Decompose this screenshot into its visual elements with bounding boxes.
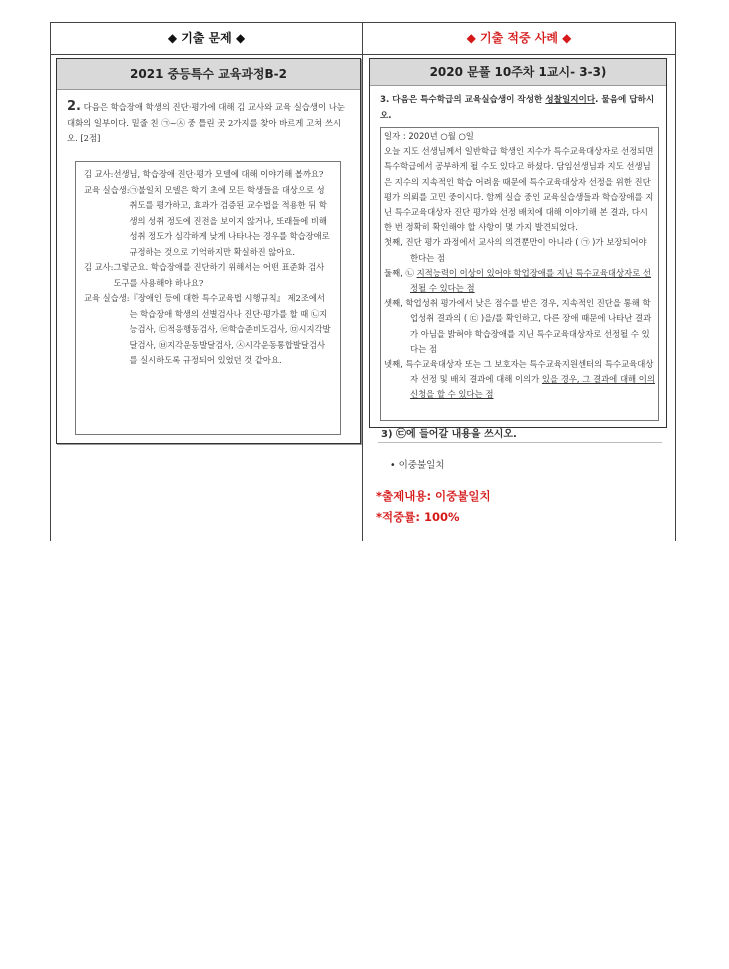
exam-question-text [67,99,351,147]
exam-question-panel [56,58,361,444]
journal-item: 셋째, 학업성취 평가에서 낮은 점수를 받은 경우, 지속적인 진단을 통해 학업성취 결과의 ( ㉢ )을/를 확인하고, 다른 장애 때문에 나타난 결과가 아님을 밝혀야 학습장애를 지닌 특수교육대상자로 선정될 수 있다는 점 [384,298,652,354]
hit-example-panel [369,58,667,428]
sub-question: 3) ㉢에 들어갈 내용을 쓰시오. [381,429,517,440]
utterance: 그렇군요. 학습장애를 진단하기 위해서는 어떤 표준화 검사 도구를 사용해야 하나요? [113,262,325,288]
question-number: 2. [67,99,81,114]
dialogue-line [84,183,332,261]
exam-content-note: *출제내용: 이중불일치 [376,489,491,503]
exam-question-title: 2021 중등특수 교육과정B-2 [57,59,360,90]
journal-item: 첫째, 진단 평가 과정에서 교사의 의견뿐만이 아니라 ( ㉠ )가 보장되어야 한다는 점 [384,237,647,263]
speaker: 교육 실습생: [84,293,130,303]
header-divider [51,54,675,55]
speaker: 김 교사: [84,262,114,272]
journal-item: 둘째, ㉡ 지적능력이 이상이 있어야 학업장애를 지닌 특수교육대상자로 선정될 수 있다는 점 [384,267,651,294]
left-column-header: ◆ 기출 문제 ◆ [167,31,246,45]
journal-box [380,127,659,421]
utterance: 『장애인 등에 대한 특수교육법 시행규칙』 제2조에서는 학습장애 학생의 선별검사나 진단·평가를 할 때 ㉡지능검사, ㉢적응행동검사, ㉣학습준비도검사, ㉤시지각발달검사, ㉥지각운동발달검사, ㉦시각운동통합발달검사를 실시하도록 규정되어 있었던 것 같아요. [129,293,331,365]
speaker: 김 교사: [84,169,114,179]
utterance: 선생님, 학습장애 진단·평가 모델에 대해 이야기해 볼까요? [113,169,324,179]
answer-divider [378,442,662,443]
hit-rate-note: *적중률: 100% [376,510,460,524]
right-column-header: ◆ 기출 적중 사례 ◆ [466,31,572,45]
journal-intro: 오늘 지도 선생님께서 일반학급 학생인 지수가 특수교육대상자로 선정되면 특수학급에서 공부하게 될 수도 있다고 하셨다. 담임선생님과 지도 선생님은 지수의 지속적인 학습 어려움 때문에 특수교육대상자 선정을 위한 진단 평가 의뢰를 고민 중이시다. 함께 실습 중인 교육실습생들과 학습장애를 지닌 특수교육대상자 진단 평가와 선정 배치에 대해 이야기해 본 결과, 다시 한 번 정확히 확인해야 할 사항이 몇 가지 발견되었다. [384,146,654,233]
journal-item: 넷째, 특수교육대상자 또는 그 보호자는 특수교육지원센터의 특수교육대상자 선정 및 배치 결과에 대해 이의가 있을 경우, 그 결과에 대해 이의신청을 할 수 있다는 점 [384,359,655,400]
hit-example-title: 2020 문풀 10주차 1교시- 3-3) [370,59,666,86]
question-body: 다음은 학습장애 학생의 진단·평가에 대해 김 교사와 교육 실습생이 나눈 대화의 일부이다. 밑줄 친 ㉠~㉦ 중 틀린 곳 2가지를 찾아 바르게 고쳐 쓰시오. [2점] [67,102,345,143]
utterance: ㉠불일치 모델은 학기 초에 모든 학생들을 대상으로 성취도를 평가하고, 효과가 검증된 교수법을 적용한 뒤 학생의 성취 정도에 진전을 보이지 않거나, 또래들에 비해 성취 정도가 심각하게 낮게 나타나는 경우를 학습장애로 규정하는 것으로 기억하지만 확실하진 않아요. [129,184,330,257]
answer-text: • 이중불일치 [390,460,445,471]
hit-question-text: 3. 다음은 특수학급의 교육실습생이 작성한 성찰일지이다. 물음에 답하시오. [380,95,655,121]
column-divider [362,23,363,541]
dialogue-line [84,167,332,183]
speaker: 교육 실습생: [84,184,130,195]
journal-date: 일자 : 2020년 ○월 ○일 [384,131,474,141]
dialogue-box [75,161,341,435]
dialogue-line [84,291,332,369]
dialogue-line [84,260,332,291]
